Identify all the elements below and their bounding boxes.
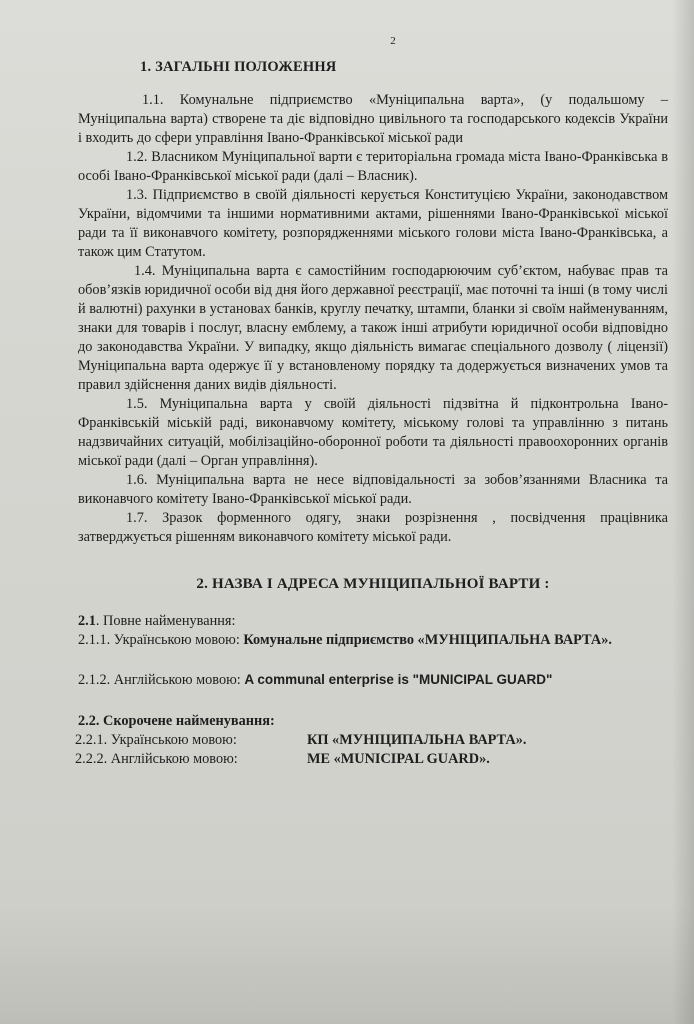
paragraph-1-4: 1.4. Муніципальна варта є самостійним господарюючим суб’єктом, набуває прав та обов’язків юридичної особи від дня його державної реєстрації, має поточні та інші (в тому числі й валютні) рахунки в установах банків, круглу печатку, штампи, бланки зі своїм найменуванням, знаки для товарів і послуг, власну емблему, а також інші атрибути юридичної особи відповідно до законодавства України. У випадку, якщо діяльність вимагає спеціального дозволу ( ліцензії) Муніципальна варта одержує її у встановленому порядку та додержується визначених умов та правил здійснення даних видів діяльності. (78, 263, 668, 393)
full-name-heading-number: 2.1 (78, 613, 96, 629)
full-name-heading (78, 612, 668, 631)
section-2-title: 2. НАЗВА І АДРЕСА МУНІЦИПАЛЬНОЇ ВАРТИ : (196, 576, 550, 592)
full-name-ukrainian-label: 2.1.1. Українською мовою: (78, 632, 244, 648)
short-name-ukrainian-value: КП «МУНІЦИПАЛЬНА ВАРТА». (307, 732, 527, 748)
short-name-ukrainian-label: 2.2.1. Українською мовою: (75, 732, 237, 748)
full-name-english-value: A communal enterprise is "MUNICIPAL GUARD" (244, 672, 553, 687)
full-name-english (78, 670, 668, 690)
short-name-english (75, 750, 668, 769)
full-name-ukrainian-value: Комунальне підприємство «МУНІЦИПАЛЬНА ВАРТА». (243, 632, 612, 648)
full-name-heading-text: . Повне найменування: (95, 613, 236, 629)
document-body (75, 34, 668, 769)
paragraph-1-5: 1.5. Муніципальна варта у своїй діяльності підзвітна й підконтрольна Івано-Франківській міській раді, виконавчому комітету, міському голові та управлінню з питань надзвичайних ситуацій, мобілізаційно-оборонної роботи та діяльності правоохоронних органів міської ради (далі – Орган управління). (78, 396, 668, 469)
paragraph-1-2: 1.2. Власником Муніципальної варти є територіальна громада міста Івано-Франківська в особі Івано-Франківської міської ради (далі – Власник). (78, 149, 668, 184)
paragraph-1-6: 1.6. Муніципальна варта не несе відповідальності за зобов’язаннями Власника та виконавчого комітету Івано-Франківської міської ради. (78, 472, 668, 507)
section-1-title: 1. ЗАГАЛЬНІ ПОЛОЖЕННЯ (140, 59, 337, 75)
page-number: 2 (390, 35, 396, 47)
short-name-heading: 2.2. Скорочене найменування: (78, 713, 275, 729)
short-name-ukrainian (75, 731, 668, 750)
paragraph-1-1: 1.1. Комунальне підприємство «Муніципальна варта», (у подальшому – Муніципальна варта) створене та діє відповідно цивільного та господарського кодексів України і входить до сфери управління Івано-Франківської міської ради (78, 92, 668, 146)
paragraph-1-7: 1.7. Зразок форменного одягу, знаки розрізнення , посвідчення працівника затверджується рішенням виконавчого комітету міської ради. (78, 510, 668, 545)
full-name-english-label: 2.1.2. Англійською мовою: (78, 672, 245, 688)
paragraph-1-3: 1.3. Підприємство в своїй діяльності керується Конституцією України, законодавством України, відомчими та іншими нормативними актами, рішеннями Івано-Франківської міської ради та її виконавчого комітету, розпорядженнями міського голови міста Івано-Франківська, а також цим Статутом. (78, 187, 668, 260)
short-name-english-label: 2.2.2. Англійською мовою: (75, 751, 238, 767)
page-bottom-shadow (0, 904, 694, 1024)
short-name-english-value: ME «MUNICIPAL GUARD». (307, 751, 490, 767)
page-edge-shadow (672, 0, 694, 1024)
full-name-ukrainian (78, 631, 668, 650)
